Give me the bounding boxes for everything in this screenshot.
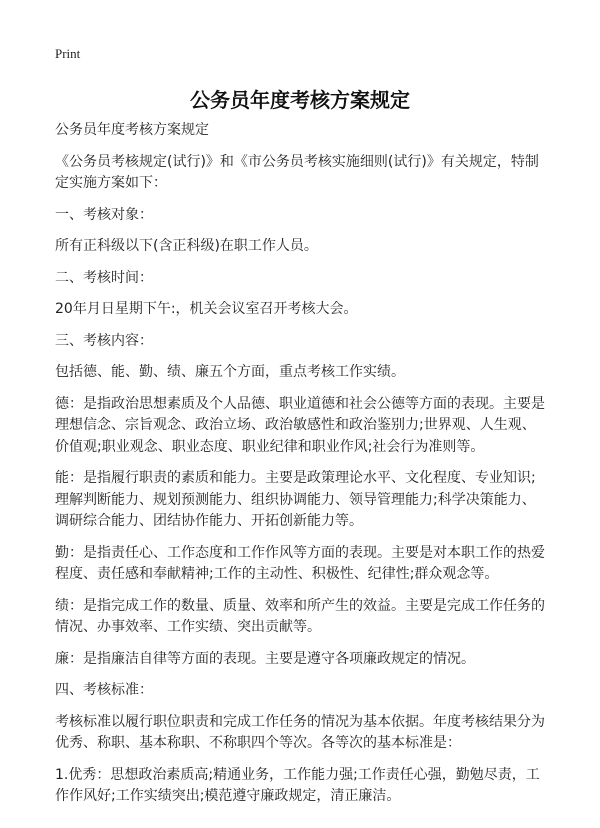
paragraph: 绩：是指完成工作的数量、质量、效率和所产生的效益。主要是完成工作任务的情况、办事效率、工作实绩、突出贡献等。 <box>55 597 545 635</box>
paragraph: 所有正科级以下(含正科级)在职工作人员。 <box>55 238 318 254</box>
paragraph: 能：是指履行职责的素质和能力。主要是政策理论水平、文化程度、专业知识;理解判断能力、规划预测能力、组织协调能力、领导管理能力;科学决策能力、调研综合能力、团结协作能力、开拓创新能力等。 <box>55 470 536 529</box>
intro-paragraph: 《公务员考核规定(试行)》和《市公务员考核实施细则(试行)》有关规定，特制定实施方案如下： <box>55 153 539 191</box>
paragraph: 1.优秀：思想政治素质高;精通业务，工作能力强;工作责任心强，勤勉尽责，工作作风好;工作实绩突出;模范遵守廉政规定，清正廉洁。 <box>55 766 540 804</box>
section-heading: 一、考核对象： <box>55 206 153 223</box>
paragraph: 德：是指政治思想素质及个人品德、职业道德和社会公德等方面的表现。主要是理想信念、宗旨观念、政治立场、政治敏感性和政治鉴别力;世界观、人生观、价值观;职业观念、职业态度、职业纪律和职业作风;社会行为准则等。 <box>55 395 545 455</box>
subtitle: 公务员年度考核方案规定 <box>55 122 209 138</box>
paragraph: 考核标准以履行职位职责和完成工作任务的情况为基本依据。年度考核结果分为优秀、称职、基本称职、不称职四个等次。各等次的基本标准是： <box>55 713 545 751</box>
paragraph: 包括德、能、勤、绩、廉五个方面，重点考核工作实绩。 <box>55 364 405 380</box>
print-link[interactable]: Print <box>55 46 81 61</box>
paragraph: 廉：是指廉洁自律等方面的表现。主要是遵守各项廉政规定的情况。 <box>55 650 475 667</box>
paragraph: 勤：是指责任心、工作态度和工作作风等方面的表现。主要是对本职工作的热爱程度、责任感和奉献精神;工作的主动性、积极性、纪律性;群众观念等。 <box>55 544 545 582</box>
page-title: 公务员年度考核方案规定 <box>190 88 410 112</box>
document-body <box>55 120 549 818</box>
section-heading: 三、考核内容： <box>55 332 153 349</box>
paragraph: 20年月日星期下午:，机关会议室召开考核大会。 <box>55 301 358 317</box>
section-heading: 二、考核时间： <box>55 269 153 286</box>
section-heading: 四、考核标准： <box>55 682 153 698</box>
